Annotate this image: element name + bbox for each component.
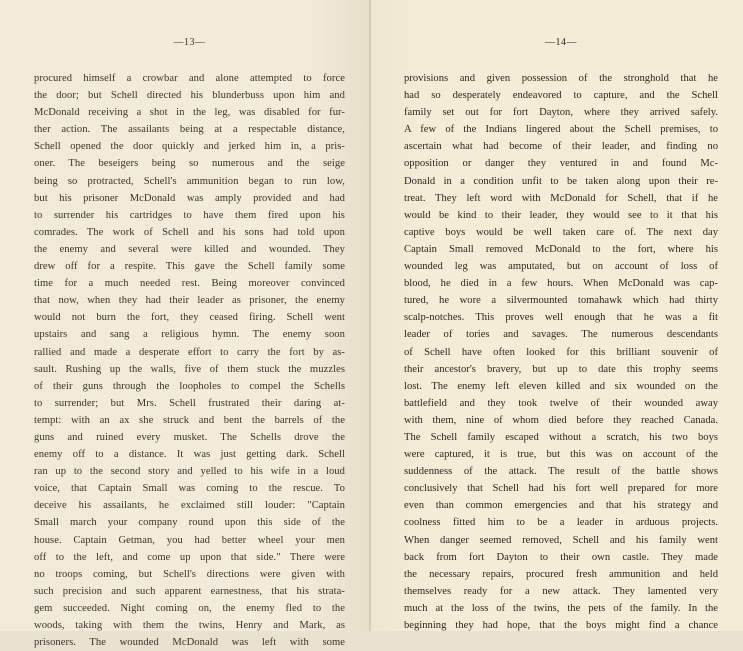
text-line: beginning they had hope, that the boys might find a chance (404, 620, 718, 631)
text-line: sault. Rushing up the walls, five of them stuck the muzzles (34, 363, 345, 375)
text-line: drew off for a respite. This gave the Schell family some (34, 261, 345, 273)
text-line: the door; but Schell directed his blunderbuss upon him and (34, 90, 345, 102)
text-line: oner. The beseigers being so numerous and the seige (34, 158, 345, 170)
text-line: prisoners. The wounded McDonald was left with some (34, 637, 345, 649)
text-line: tempt: with an ax she struck and bent the barrels of the (34, 414, 345, 426)
left-page (0, 0, 371, 649)
text-line: would not burn the fort, they ceased firing. Schell went (34, 312, 345, 324)
text-line: wounded leg was amputated, but on account of loss of (404, 261, 718, 273)
text-line: treat. They left word with McDonald for Schell, that if he (404, 192, 718, 204)
text-line: Schell opened the door quickly and jerked him in, a pris- (34, 141, 345, 153)
text-line: When danger seemed removed, Schell and his family went (404, 534, 718, 546)
text-line: Donald in a condition unfit to be taken along upon their re- (404, 175, 718, 187)
text-line: the enemy and several were killed and wounded. They (34, 243, 345, 255)
page-number-14: —14— (545, 37, 577, 48)
text-line: to surrender; but Mrs. Schell frustrated their daring at- (34, 397, 345, 409)
text-line: comrades. The work of Schell and his sons had told upon (34, 226, 345, 238)
right-page-text (404, 70, 718, 634)
text-line: family set out for fort Dayton, where they arrived safely. (404, 107, 718, 119)
left-page-text (34, 70, 345, 651)
text-line: off to the left, and come up upon that side." There were (34, 551, 345, 563)
text-line: to surrender his cartridges to have them fired upon his (34, 209, 345, 221)
text-line: their ancestor's bravery, but up to date this trophy seems (404, 363, 718, 375)
text-line: enemy off to a distance. It was just getting dark. Schell (34, 449, 345, 461)
text-line: woods, taking with them the twins, Henry and Mark, as (34, 620, 345, 631)
text-line: that now, when they had their leader as prisoner, the enemy (34, 295, 345, 307)
text-line: opposition or danger they ventured in and found Mc- (404, 158, 718, 170)
text-line: leader of tories and savages. The numerous descendants (404, 329, 718, 341)
text-line: house. Captain Getman, you had better wheel your men (34, 534, 345, 546)
text-line: A few of the Indians lingered about the Schell premises, to (404, 124, 718, 136)
text-line: being so protracted, Schell's ammunition began to run low, (34, 175, 345, 187)
text-line: the necessary repairs, procured fresh ammunition and held (404, 568, 718, 580)
text-line: much at the loss of the twins, the pets of the family. In the (404, 602, 718, 614)
text-line: blood, he died in a few hours. When McDonald was cap- (404, 278, 718, 290)
text-line: coolness fitted him to be a leader in arduous projects. (404, 517, 718, 529)
text-line: tured, he wore a silvermounted tomahawk which had thirty (404, 295, 718, 307)
text-line: time for a much needed rest. Being moreover convinced (34, 278, 345, 290)
text-line: voice, that Captain Small was coming to the rescue. To (34, 483, 345, 495)
text-line: ther action. The assailants being at a respectable distance, (34, 124, 345, 136)
text-line: with them, nine of whom died before they reached Canada. (404, 414, 718, 426)
text-line: upstairs and sang a religious hymn. The enemy soon (34, 329, 345, 341)
text-line: had so desperately endeavored to capture, and the Schell (404, 90, 718, 102)
text-line: McDonald receiving a shot in the leg, was disabled for fur- (34, 107, 345, 119)
right-page (371, 0, 743, 631)
text-line: no troops coming, but Schell's directions were given with (34, 568, 345, 580)
text-line: themselves ready for a new attack. They lamented very (404, 585, 718, 597)
text-line: rallied and made a desperate effort to carry the fort by as- (34, 346, 345, 358)
text-line: would be kind to their leader, they would see to it that his (404, 209, 718, 221)
text-line: battlefield and they took twelve of their wounded away (404, 397, 718, 409)
text-line: procured himself a crowbar and alone attempted to force (34, 73, 345, 84)
text-line: such precision and such apparent earnestness, that his strata- (34, 585, 345, 597)
text-line: guns and ruined every musket. The Schells drove the (34, 431, 345, 443)
text-line: provisions and given possession of the stronghold that he (404, 73, 718, 84)
text-line: even than common emergencies and that his strategy and (404, 500, 718, 512)
text-line: suddenness of the attack. The result of the battle shows (404, 466, 718, 478)
text-line: back from fort Dayton to their own castle. They made (404, 551, 718, 563)
text-line: of Schell have often looked for this brilliant souvenir of (404, 346, 718, 358)
text-line: Captain Small removed McDonald to the fort, where his (404, 243, 718, 255)
text-line: deceive his assailants, he exclaimed still louder: "Captain (34, 500, 345, 512)
text-line: scalp-notches. This proves well enough that he was a fit (404, 312, 718, 324)
text-line: ascertain what had become of their leader, and finding no (404, 141, 718, 153)
text-line: lost. The enemy left eleven killed and six wounded on the (404, 380, 718, 392)
page-number-13: —13— (173, 37, 206, 48)
text-line: conclusively that Schell had his fort well prepared for more (404, 483, 718, 495)
text-line: gem succeeded. Night coming on, the enemy fled to the (34, 602, 345, 614)
text-line: were captured, it is true, but this was on account of the (404, 449, 718, 461)
text-line: ran up to the second story and yelled to his wife in a loud (34, 466, 345, 478)
text-line: captive boys would be well taken care of. The next day (404, 226, 718, 238)
text-line: The Schell family escaped without a scratch, his two boys (404, 431, 718, 443)
text-line: of their guns through the loopholes to compel the Schells (34, 380, 345, 392)
text-line: Small march your company round upon this side of the (34, 517, 345, 529)
text-line: but his prisoner McDonald was amply provided and had (34, 192, 345, 204)
